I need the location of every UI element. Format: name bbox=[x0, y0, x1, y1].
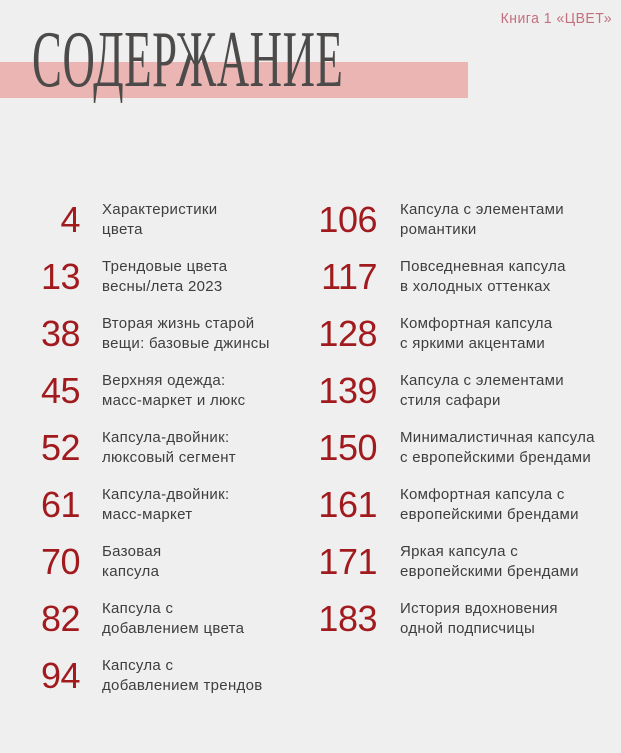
toc-entry bbox=[0, 647, 270, 704]
toc-entry-title bbox=[102, 371, 245, 410]
toc-entry-title bbox=[400, 542, 579, 581]
toc-page-number: 117 bbox=[321, 255, 377, 297]
toc-entry-title-line: одной подписчицы bbox=[400, 619, 536, 637]
toc-entry-title-line: Комфортная капсула bbox=[400, 315, 553, 332]
toc-entry bbox=[0, 248, 270, 305]
toc-entry bbox=[0, 191, 270, 248]
toc-entry-title-line: в холодных оттенках bbox=[400, 277, 551, 295]
toc-entry-title bbox=[400, 599, 558, 638]
toc-entry bbox=[0, 533, 270, 590]
toc-entry-title bbox=[400, 371, 564, 410]
toc-entry-title-line: Вторая жизнь старой bbox=[102, 315, 255, 332]
toc-entry-title-line: Повседневная капсула bbox=[400, 258, 566, 275]
toc-entry-title-line: Капсула с bbox=[102, 657, 174, 674]
toc-entry-title-line: Верхняя одежда: bbox=[102, 372, 226, 389]
toc-page-number: 128 bbox=[318, 312, 377, 354]
toc-entry-title bbox=[102, 314, 270, 353]
toc-page-number: 61 bbox=[40, 483, 80, 525]
toc-entry-title-line: добавлением цвета bbox=[102, 619, 245, 637]
toc-entry-title-line: масс-маркет и люкс bbox=[102, 391, 246, 409]
toc-entry-title bbox=[400, 200, 564, 239]
toc-entry-title bbox=[102, 200, 217, 239]
toc-entry-title-line: Капсула с элементами bbox=[400, 201, 564, 218]
toc-entry bbox=[297, 533, 595, 590]
toc-entry-title-line: Капсула-двойник: bbox=[102, 486, 230, 503]
toc-entry-title-line: романтики bbox=[400, 220, 477, 238]
toc-entry-title-line: вещи: базовые джинсы bbox=[102, 334, 270, 352]
toc-page-number: 4 bbox=[60, 198, 80, 240]
toc-page-number: 150 bbox=[318, 426, 377, 468]
toc-entry-title-line: Трендовые цвета bbox=[102, 258, 228, 275]
toc-entry-title bbox=[400, 314, 552, 353]
toc-entry-title-line: европейскими брендами bbox=[400, 505, 579, 523]
toc-entry bbox=[297, 305, 595, 362]
toc-entry bbox=[0, 476, 270, 533]
toc-entry-title-line: Капсула-двойник: bbox=[102, 429, 230, 446]
toc-entry-title bbox=[400, 428, 595, 467]
toc-page-number: 171 bbox=[318, 540, 377, 582]
toc-entry-title bbox=[400, 257, 566, 296]
toc-entry-title-line: масс-маркет bbox=[102, 505, 193, 523]
toc-entry-title-line: с европейскими брендами bbox=[400, 448, 592, 466]
toc-page-number: 52 bbox=[40, 426, 80, 468]
toc-entry-title-line: Базовая bbox=[102, 543, 162, 560]
toc-page-number: 13 bbox=[40, 255, 80, 297]
toc-page-number: 94 bbox=[40, 654, 80, 696]
toc-entry-title-line: История вдохновения bbox=[400, 600, 558, 617]
toc-page-number: 106 bbox=[318, 198, 377, 240]
toc-entry-title-line: люксовый сегмент bbox=[102, 448, 236, 466]
toc-entry-title-line: Яркая капсула с bbox=[400, 543, 518, 560]
toc-entry-title-line: Комфортная капсула с bbox=[400, 486, 565, 503]
toc-entry-title bbox=[102, 428, 236, 467]
toc-column-left bbox=[0, 191, 270, 704]
toc-entry-title-line: весны/лета 2023 bbox=[102, 277, 223, 295]
toc-entry bbox=[297, 191, 595, 248]
toc-entry-title-line: Капсула с элементами bbox=[400, 372, 564, 389]
toc-page-number: 45 bbox=[40, 369, 80, 411]
toc-entry bbox=[0, 419, 270, 476]
toc-entry bbox=[0, 362, 270, 419]
toc-entry-title-line: с яркими акцентами bbox=[400, 334, 546, 352]
toc-entry-title bbox=[102, 485, 229, 524]
toc-entry-title-line: европейскими брендами bbox=[400, 562, 579, 580]
toc-entry-title-line: капсула bbox=[102, 562, 160, 580]
page-title: СОДЕРЖАНИЕ bbox=[32, 16, 344, 104]
toc-entry bbox=[297, 248, 595, 305]
toc-entry-title-line: Минималистичная капсула bbox=[400, 429, 595, 446]
toc-page-number: 139 bbox=[318, 369, 377, 411]
toc-entry bbox=[0, 305, 270, 362]
toc-entry bbox=[297, 590, 595, 647]
toc-page-number: 38 bbox=[40, 312, 80, 354]
toc-entry bbox=[297, 419, 595, 476]
toc-entry bbox=[297, 476, 595, 533]
toc-column-right bbox=[297, 191, 595, 647]
book-label: Книга 1 «ЦВЕТ» bbox=[500, 9, 612, 27]
toc-entry-title-line: цвета bbox=[102, 220, 143, 238]
toc-entry-title bbox=[400, 485, 579, 524]
toc-entry bbox=[0, 590, 270, 647]
toc-page-number: 82 bbox=[40, 597, 80, 639]
toc-entry-title-line: добавлением трендов bbox=[102, 676, 263, 694]
toc-entry-title bbox=[102, 257, 227, 296]
toc-page-number: 70 bbox=[40, 540, 80, 582]
toc-entry bbox=[297, 362, 595, 419]
toc-entry-title bbox=[102, 542, 161, 581]
toc-entry-title-line: Капсула с bbox=[102, 600, 174, 617]
toc-entry-title bbox=[102, 599, 244, 638]
toc-entry-title-line: стиля сафари bbox=[400, 391, 501, 409]
toc-page-number: 161 bbox=[318, 483, 377, 525]
toc-entry-title-line: Характеристики bbox=[102, 201, 218, 218]
toc-page-number: 183 bbox=[318, 597, 377, 639]
toc-entry-title bbox=[102, 656, 263, 695]
